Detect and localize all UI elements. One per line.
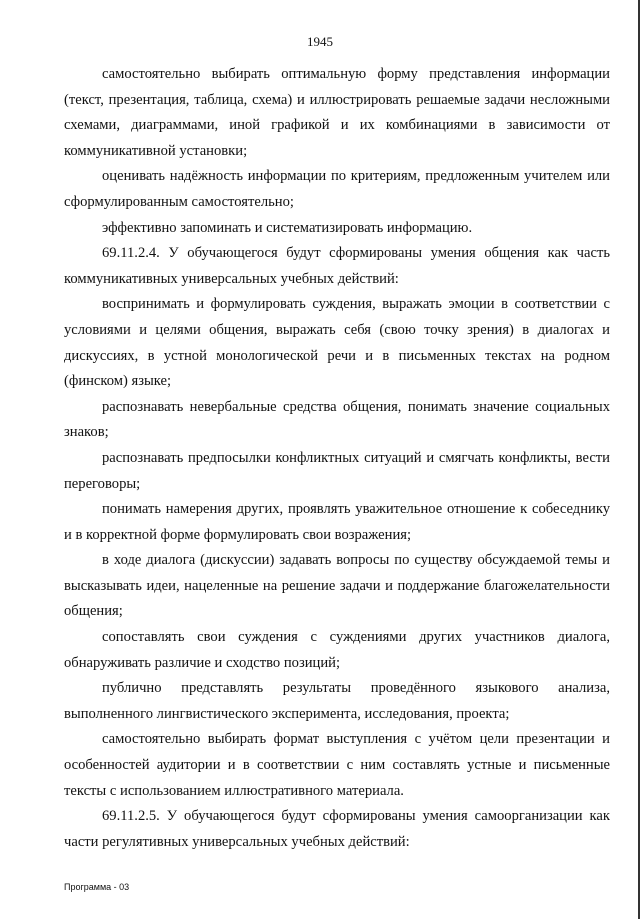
paragraph: эффективно запоминать и систематизировать информацию. xyxy=(102,219,473,236)
paragraph: оценивать надёжность информации по критериям, предложенным учителем или сформулированным самостоятельно; xyxy=(64,168,610,210)
body-text xyxy=(64,62,610,855)
paragraph: публично представлять результаты проведённого языкового анализа, выполненного лингвистического эксперимента, исследования, проекта; xyxy=(64,680,610,722)
paragraph: воспринимать и формулировать суждения, выражать эмоции в соответствии с условиями и целями общения, выражать себя (свою точку зрения) в диалогах и дискуссиях, в устной монологической речи и в письменных текстах на родном (финском) языке; xyxy=(64,296,610,390)
paragraph: распознавать невербальные средства общения, понимать значение социальных знаков; xyxy=(64,398,610,441)
paragraph: самостоятельно выбирать оптимальную форму представления информации (текст, презентация, таблица, схема) и иллюстрировать решаемые задачи несложными схемами, диаграммами, иной графикой и их комбинациями в зависимости от коммуникативной установки; xyxy=(64,66,610,159)
paragraph: понимать намерения других, проявлять уважительное отношение к собеседнику и в корректной форме формулировать свои возражения; xyxy=(64,501,610,543)
footer-label: Программа - 03 xyxy=(64,882,130,892)
paragraph: сопоставлять свои суждения с суждениями других участников диалога, обнаруживать различие и сходство позиций; xyxy=(64,629,610,671)
paragraph: распознавать предпосылки конфликтных ситуаций и смягчать конфликты, вести переговоры; xyxy=(64,449,610,492)
page-number: 1945 xyxy=(307,34,333,49)
paragraph: самостоятельно выбирать формат выступления с учётом цели презентации и особенностей аудитории и в соответствии с ним составлять устные и письменные тексты с использованием иллюстративного материала. xyxy=(64,731,610,799)
section-heading-69-11-2-5: 69.11.2.5. У обучающегося будут сформированы умения самоорганизации как части регулятивных универсальных учебных действий: xyxy=(64,808,610,850)
paragraph: в ходе диалога (дискуссии) задавать вопросы по существу обсуждаемой темы и высказывать идеи, нацеленные на решение задачи и поддержание благожелательности общения; xyxy=(64,552,610,620)
section-heading-69-11-2-4: 69.11.2.4. У обучающегося будут сформированы умения общения как часть коммуникативных универсальных учебных действий: xyxy=(64,245,610,287)
